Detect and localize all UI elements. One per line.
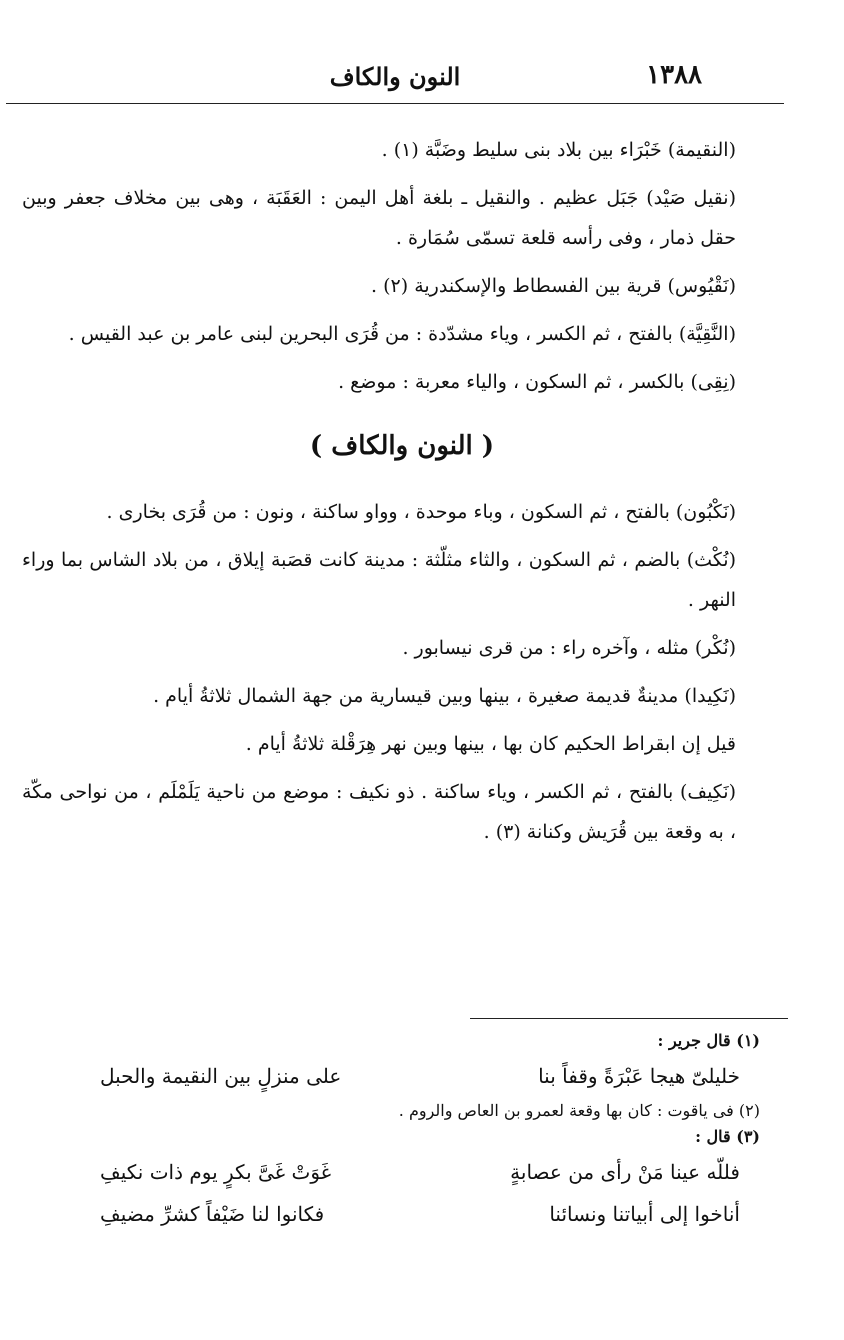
running-title: النون والكاف [329,62,461,91]
entry-naqiyya: (النَّقِيَّة) بالفتح ، ثم الكسر ، وياء مشدّدة : من قُرَى البحرين لبنى عامر بن عبد القيس . [68,323,736,345]
footnote-2: (٢) فى ياقوت : كان بها وقعة لعمرو بن العاص والروم . [398,1101,760,1120]
footnote-3-verse-2 [100,1194,740,1234]
entry-nakif: (نَكِيف) بالفتح ، ثم الكسر ، وياء ساكنة . ذو نكيف : موضع من ناحية يَلَمْلَم ، من نواحى مكّة ، به وقعة بين قُرَيش وكنانة (٣) . [22,781,736,843]
entry-nukth: (نُكْث) بالضم ، ثم السكون ، والثاء مثلّثة : مدينة كانت قصَبة إيلاق ، من بلاد الشاس بما وراء النهر . [22,549,736,611]
footnote-1-label: (١) قال جرير : [657,1031,760,1050]
footnote-3-verse-1 [100,1152,740,1192]
page-body [22,130,782,860]
verse-hemistich: خليلىّ هيجا عَبْرَةً وقفاً بنا [538,1064,740,1088]
header-rule [6,103,784,104]
entry-naqyus: (نَقْيُوس) قرية بين الفسطاط والإسكندرية (٢) . [371,275,736,297]
running-head [6,58,784,98]
verse-hemistich: غَوَتْ غَىَّ بكرٍ يوم ذات نكيفِ [100,1160,332,1184]
footnote-1-verse [100,1056,740,1096]
entry-niqi: (نِقِى) بالكسر ، ثم السكون ، والياء معربة : موضع . [338,371,736,393]
page-number: ١٣٨٨ [646,60,702,90]
verse-hemistich: فكانوا لنا ضَيْفاً كشرِّ مضيفِ [100,1202,325,1226]
footnotes [60,1028,760,1236]
entry-nakida: (نَكِيدا) مدينةٌ قديمة صغيرة ، بينها وبين قيسارية من جهة الشمال ثلاثةُ أيام . [153,685,736,707]
entry-naqima: (النقيمة) خَبْرَاء بين بلاد بنى سليط وضَبَّة (١) . [381,139,736,161]
entry-nakida-note: قيل إن ابقراط الحكيم كان بها ، بينها وبين نهر هِرَقْلة ثلاثةُ أيام . [245,733,736,755]
section-title: ( النون والكاف ) [309,431,495,461]
entry-nakbun: (نَكْبُون) بالفتح ، ثم السكون ، وباء موحدة ، وواو ساكنة ، ونون : من قُرَى بخارى . [106,501,736,523]
verse-hemistich: أناخوا إلى أبياتنا ونسائنا [549,1202,740,1226]
footnote-rule [470,1018,788,1019]
entry-nukr: (نُكْر) مثله ، وآخره راء : من قرى نيسابور . [402,637,736,659]
footnote-3-label: (٣) قال : [695,1127,760,1146]
entry-naqil-sayd: (نقيل صَيْد) جَبَل عظيم . والنقيل ـ بلغة أهل اليمن : العَقَبَة ، وهى بين مخلاف جعفر وبين حقل ذمار ، وفى رأسه قلعة تسمّى سُمَارة . [22,187,736,249]
verse-hemistich: فللّه عينا مَنْ رأى من عصابةٍ [510,1160,740,1184]
verse-hemistich: على منزلٍ بين النقيمة والحبل [100,1064,342,1088]
